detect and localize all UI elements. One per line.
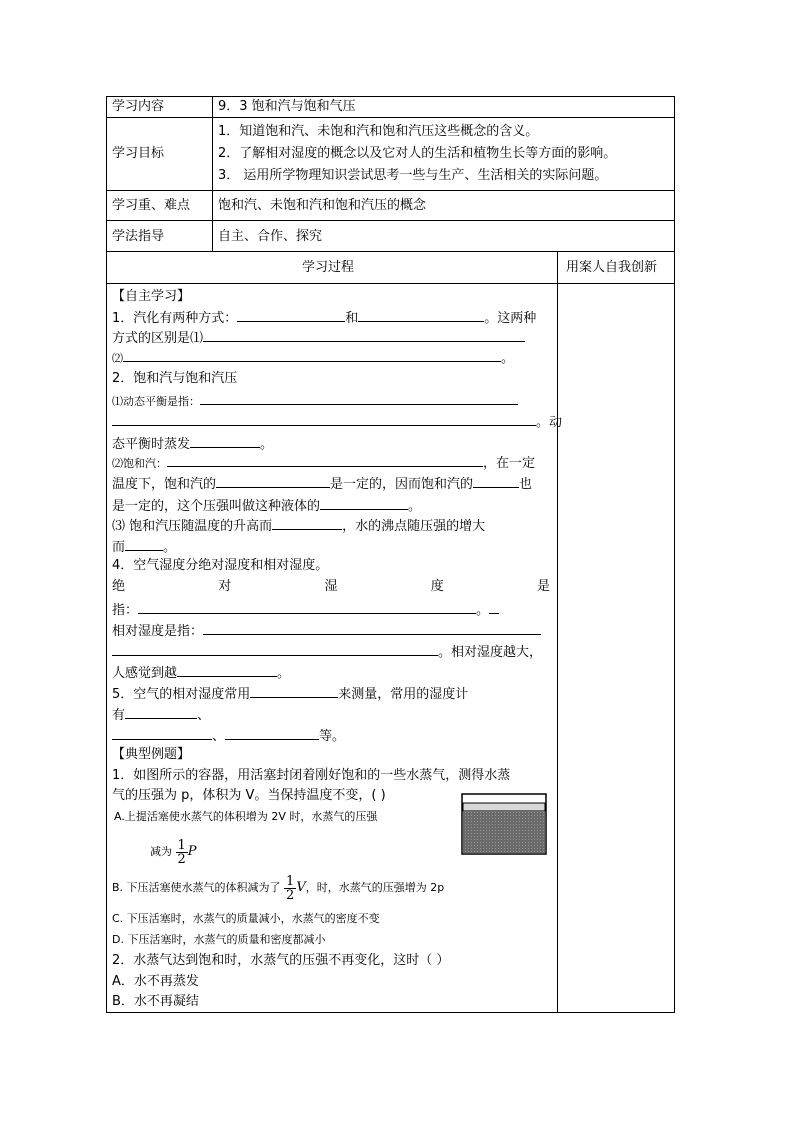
- q2-1-line3: 态平衡时蒸发 。: [112, 434, 273, 454]
- q2-1-line2: 。动: [112, 412, 562, 432]
- q1-line1: 1．汽化有两种方式： 和 。这两种: [112, 308, 536, 328]
- example2-option-a: A．水不再蒸发: [112, 974, 199, 989]
- q2-title: 2．饱和汽与饱和汽压: [112, 371, 238, 386]
- q4-rel-line3: 人感觉到越 。: [112, 663, 290, 683]
- method-value: 自主、合作、探究: [218, 229, 323, 244]
- example1-line1: 1．如图所示的容器，用活塞封闭着刚好饱和的一些水蒸气，测得水蒸: [112, 768, 511, 783]
- process-label: 学习过程: [302, 260, 355, 275]
- q2-3-line1: ⑶ 饱和汽压随温度的升高而 ，水的沸点随压强的增大: [112, 516, 485, 536]
- goal-3: 3． 运用所学物理知识尝试思考一些与生产、生活相关的实际问题。: [218, 168, 608, 183]
- content-value: 9．3 饱和汽与饱和气压: [218, 99, 356, 114]
- q4-rel-line2: 。相对湿度越大，: [112, 642, 542, 662]
- container-figure: [461, 793, 547, 855]
- focus-value: 饱和汽、未饱和汽和饱和汽压的概念: [218, 198, 427, 213]
- option-a-line2: 减为 $\frac{1}{2}$ P: [150, 837, 197, 867]
- examples-heading: 【典型例题】: [112, 747, 191, 762]
- option-d: D. 下压活塞时，水蒸气的质量和密度都减小: [112, 933, 326, 946]
- example2-option-b: B．水不再凝结: [112, 994, 199, 1009]
- self-study-heading: 【自主学习】: [112, 289, 191, 304]
- innovation-label: 用案人自我创新: [566, 260, 658, 275]
- method-label: 学法指导: [112, 229, 165, 244]
- option-b: B. 下压活塞使水蒸气的体积减为了 $\frac{1}{2}$ V，时，水蒸气的压强增为 2p: [112, 873, 445, 903]
- focus-label: 学习重、难点: [112, 198, 191, 213]
- example2-question: 2．水蒸气达到饱和时，水蒸气的压强不再变化，这时（ ）: [112, 953, 450, 968]
- goal-label: 学习目标: [112, 146, 165, 161]
- q2-2-line3: 是一定的，这个压强叫做这种液体的 。: [112, 496, 421, 516]
- q4-title: 4．空气湿度分绝对湿度和相对湿度。: [112, 558, 329, 573]
- q2-1-line1: ⑴动态平衡是指：: [112, 391, 518, 411]
- option-c: C. 下压活塞时，水蒸气的质量减小，水蒸气的密度不变: [112, 912, 380, 925]
- fraction-half-a: $\frac{1}{2}$: [177, 837, 186, 867]
- q4-abs-line2: 指： 。: [112, 600, 499, 620]
- example1-line2: 气的压强为 p，体积为 V。当保持温度不变，( ): [112, 788, 386, 803]
- q1-line3: ⑵ 。: [112, 348, 514, 368]
- content-label: 学习内容: [112, 99, 165, 114]
- q2-2-line2: 温度下，饱和汽的 是一定的，因而饱和汽的 也: [112, 474, 532, 494]
- q5-line3: 、 等。: [112, 726, 345, 746]
- fraction-half-b: $\frac{1}{2}$: [286, 873, 295, 903]
- q5-line2: 有 、: [112, 705, 210, 725]
- piston-container-icon: [461, 793, 547, 855]
- option-a-line1: A.上提活塞使水蒸气的体积增为 2V 时，水蒸气的压强: [114, 810, 378, 823]
- goal-1: 1．知道饱和汽、未饱和汽和饱和汽压这些概念的含义。: [218, 124, 539, 139]
- q1-line2: 方式的区别是⑴: [112, 328, 525, 348]
- q5-line1: 5．空气的相对湿度常用 来测量，常用的湿度计: [112, 684, 468, 704]
- q2-2-line1: ⑵饱和汽： ，在一定: [112, 453, 535, 473]
- goal-2: 2．了解相对湿度的概念以及它对人的生活和植物生长等方面的影响。: [218, 146, 617, 161]
- q2-3-line2: 而 。: [112, 537, 176, 557]
- q4-abs-line1: 绝 对 湿 度 是: [112, 579, 550, 594]
- q4-rel-line1: 相对湿度是指：: [112, 621, 541, 641]
